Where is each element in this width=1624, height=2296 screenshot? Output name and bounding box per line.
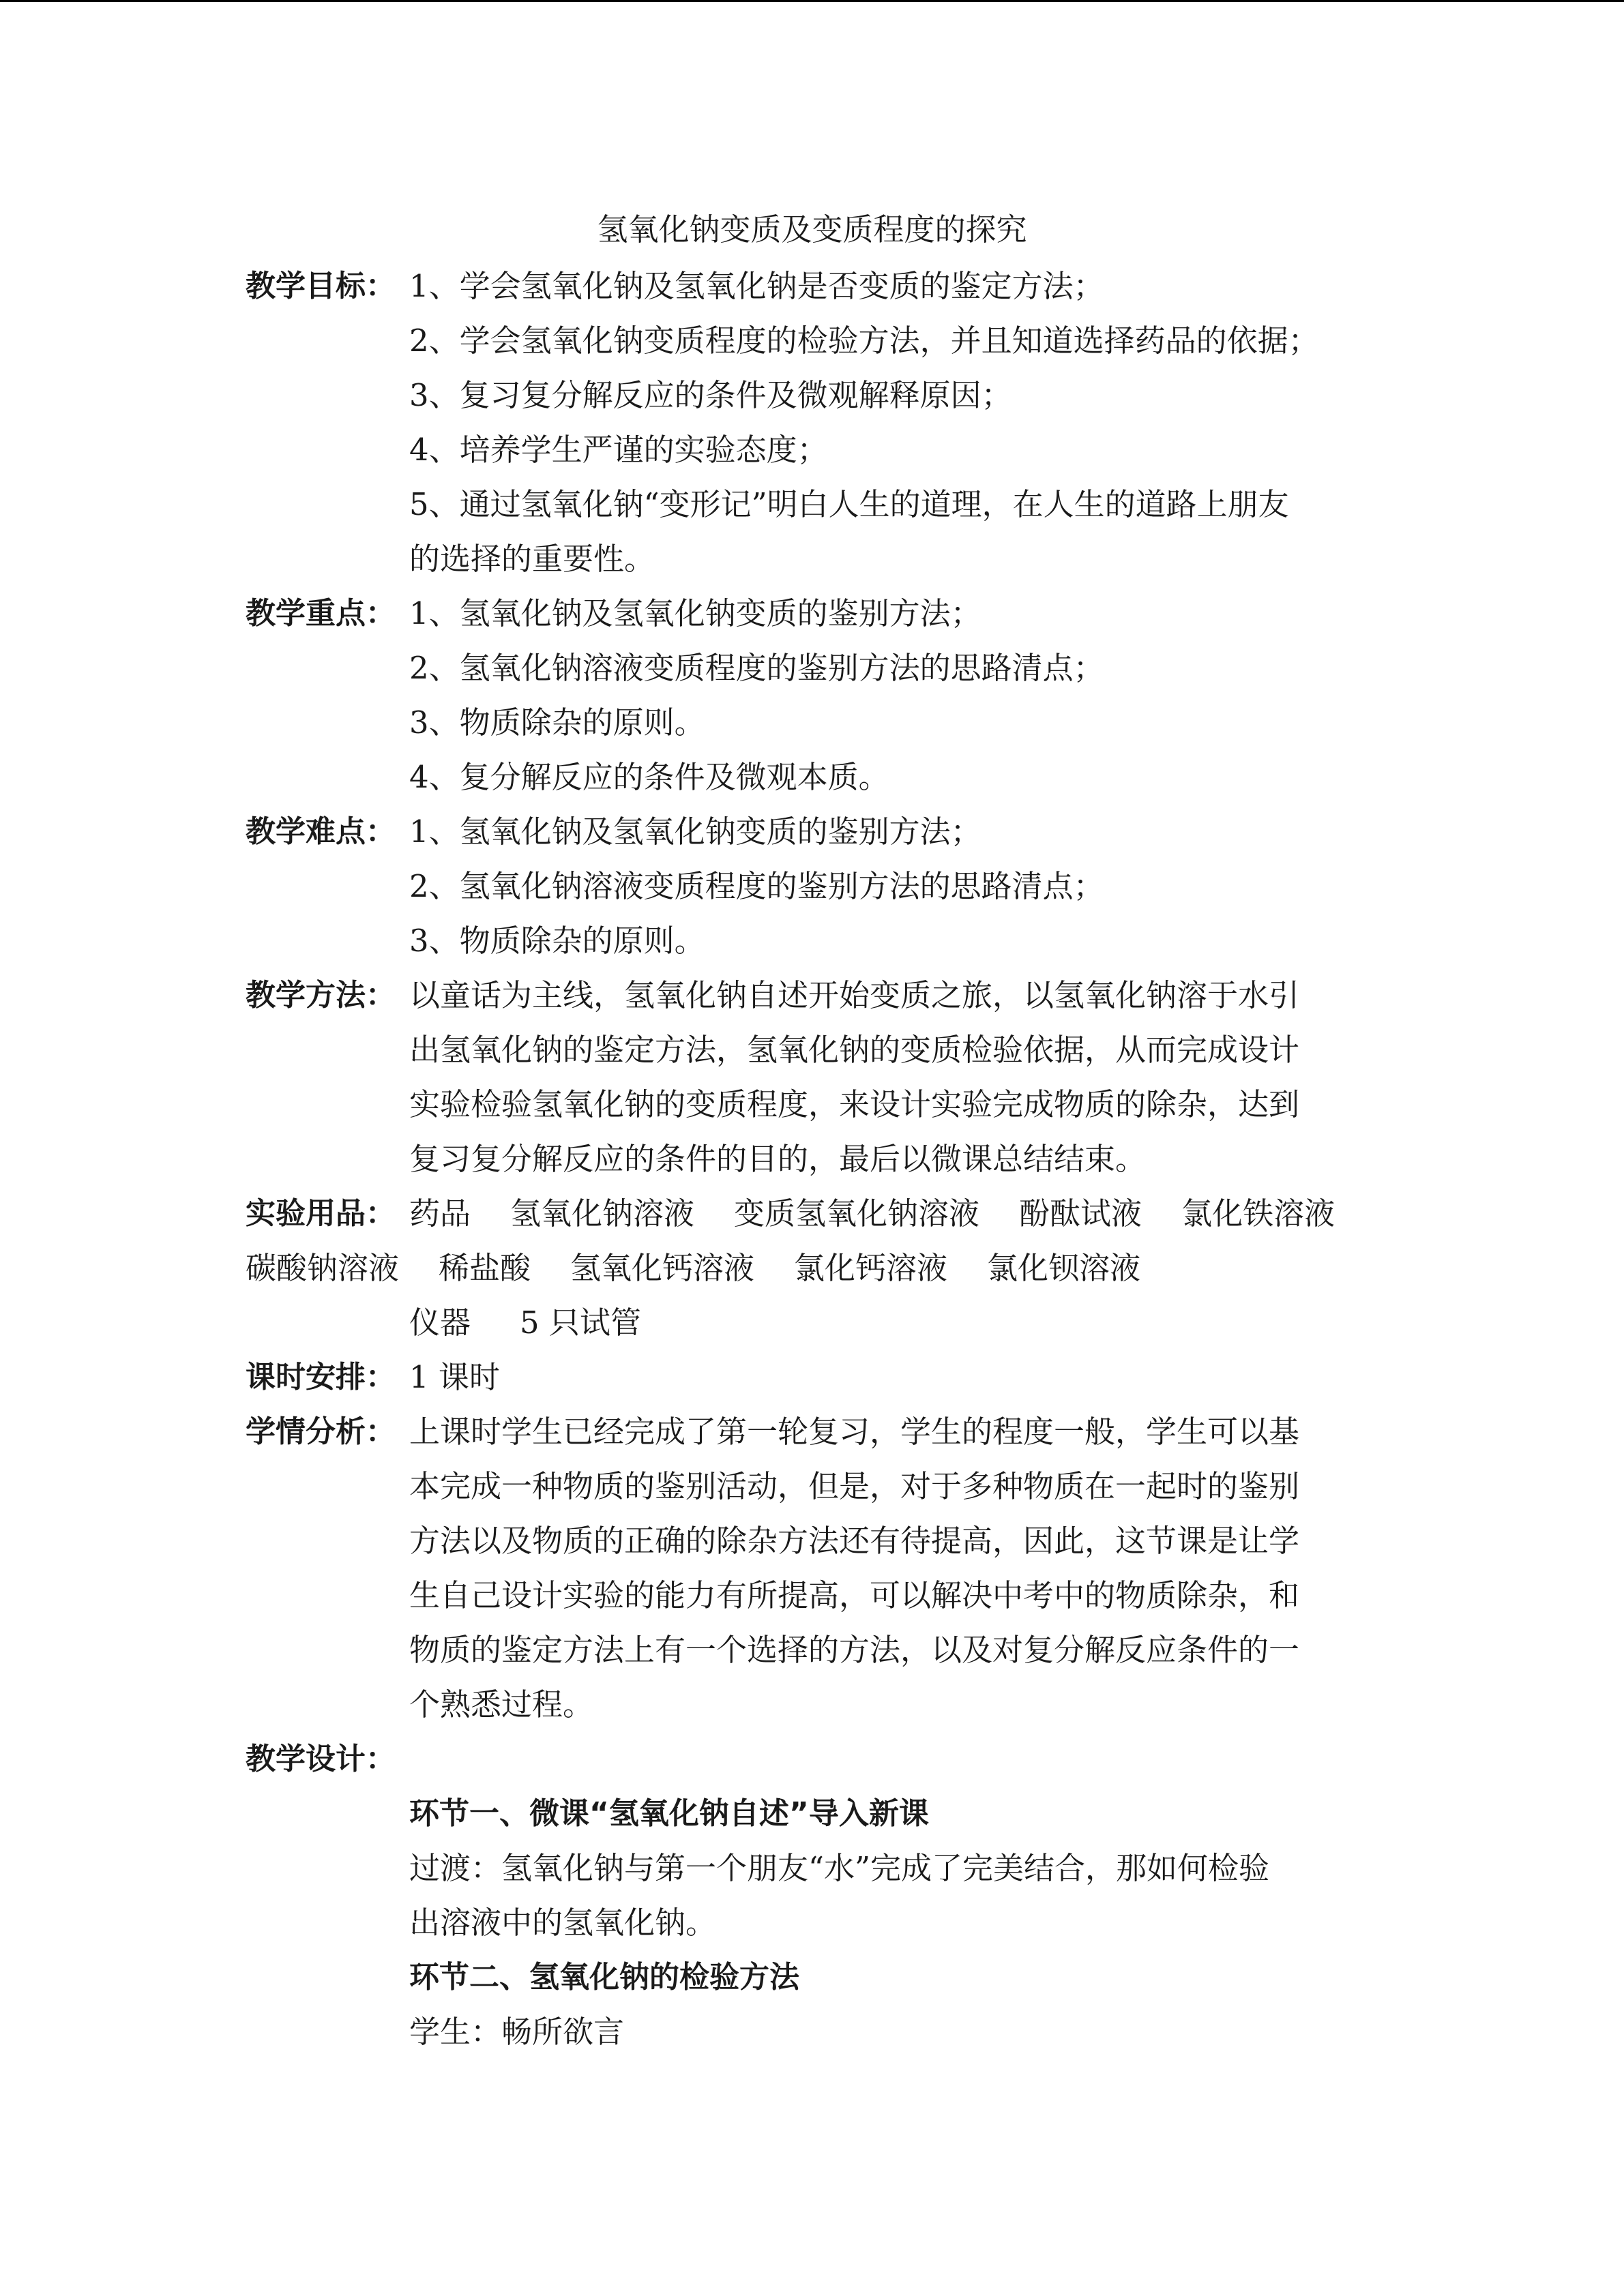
difficulty-line: 1、氢氧化钠及氢氧化钠变质的鉴别方法； bbox=[409, 814, 981, 850]
instrument-item: 5 只试管 bbox=[520, 1304, 641, 1341]
section-label: 教学重点： bbox=[246, 596, 396, 631]
reagent-item: 变质氢氧化钠溶液 bbox=[734, 1195, 980, 1232]
analysis-line: 本完成一种物质的鉴别活动，但是，对于多种物质在一起时的鉴别 bbox=[409, 1468, 1300, 1504]
section-label: 课时安排： bbox=[246, 1360, 396, 1395]
schedule-value: 1 课时 bbox=[409, 1359, 500, 1395]
analysis-line: 方法以及物质的正确的除杂方法还有待提高，因此，这节课是让学 bbox=[409, 1523, 1300, 1559]
goal-line: 的选择的重要性。 bbox=[409, 541, 655, 577]
step1-line: 过渡：氢氧化钠与第一个朋友“水”完成了完美结合，那如何检验 bbox=[409, 1850, 1270, 1886]
reagents-row bbox=[246, 1241, 1140, 1296]
reagent-item: 酚酞试液 bbox=[1019, 1195, 1142, 1232]
section-label: 教学目标： bbox=[246, 269, 396, 303]
method-line: 以童话为主线，氢氧化钠自述开始变质之旅，以氢氧化钠溶于水引 bbox=[409, 977, 1300, 1013]
goal-line: 5、通过氢氧化钠“变形记”明白人生的道理，在人生的道路上朋友 bbox=[409, 486, 1289, 522]
goal-line: 4、培养学生严谨的实验态度； bbox=[409, 432, 828, 468]
method-line: 实验检验氢氧化钠的变质程度，来设计实验完成物质的除杂，达到 bbox=[409, 1086, 1300, 1122]
reagent-item: 碳酸钠溶液 bbox=[246, 1250, 400, 1286]
difficulty-line: 2、氢氧化钠溶液变质程度的鉴别方法的思路清点； bbox=[409, 868, 1104, 904]
goal-line: 3、复习复分解反应的条件及微观解释原因； bbox=[409, 377, 1012, 413]
analysis-line: 个熟悉过程。 bbox=[409, 1686, 594, 1723]
reagent-item: 氯化铁溶液 bbox=[1181, 1195, 1335, 1232]
section-label: 学情分析： bbox=[246, 1414, 396, 1449]
section-label: 实验用品： bbox=[246, 1196, 396, 1231]
goal-line: 1、学会氢氧化钠及氢氧化钠是否变质的鉴定方法； bbox=[409, 268, 1104, 304]
section-label: 教学方法： bbox=[246, 978, 396, 1013]
section-label: 教学设计： bbox=[246, 1742, 396, 1776]
analysis-line: 生自己设计实验的能力有所提高，可以解决中考中的物质除杂，和 bbox=[409, 1577, 1300, 1613]
key-point-line: 2、氢氧化钠溶液变质程度的鉴别方法的思路清点； bbox=[409, 650, 1104, 686]
reagents-label: 药品 bbox=[409, 1195, 471, 1232]
reagent-item: 氯化钙溶液 bbox=[794, 1250, 948, 1286]
instruments-label: 仪器 bbox=[409, 1304, 471, 1341]
key-point-line: 1、氢氧化钠及氢氧化钠变质的鉴别方法； bbox=[409, 595, 981, 631]
reagent-item: 氯化钡溶液 bbox=[987, 1250, 1141, 1286]
method-line: 复习复分解反应的条件的目的，最后以微课总结结束。 bbox=[409, 1141, 1147, 1177]
step2-title: 环节二、氢氧化钠的检验方法 bbox=[409, 1960, 799, 1995]
method-line: 出氢氧化钠的鉴定方法，氢氧化钠的变质检验依据，从而完成设计 bbox=[409, 1032, 1300, 1068]
key-point-line: 4、复分解反应的条件及微观本质。 bbox=[409, 759, 889, 795]
reagent-item: 氢氧化钙溶液 bbox=[570, 1250, 755, 1286]
reagents-row bbox=[409, 1187, 1335, 1241]
analysis-line: 上课时学生已经完成了第一轮复习，学生的程度一般，学生可以基 bbox=[409, 1414, 1300, 1450]
step1-title: 环节一、微课“氢氧化钠自述”导入新课 bbox=[409, 1796, 929, 1831]
difficulty-line: 3、物质除杂的原则。 bbox=[409, 923, 705, 959]
section-label: 教学难点： bbox=[246, 814, 396, 849]
reagent-item: 氢氧化钠溶液 bbox=[510, 1195, 695, 1232]
goal-line: 2、学会氢氧化钠变质程度的检验方法，并且知道选择药品的依据； bbox=[409, 323, 1319, 359]
step2-line: 学生：畅所欲言 bbox=[409, 2014, 625, 2050]
step1-line: 出溶液中的氢氧化钠。 bbox=[409, 1905, 717, 1941]
page-top-border bbox=[0, 0, 1624, 2]
instruments-row bbox=[409, 1296, 641, 1350]
document-title: 氢氧化钠变质及变质程度的探究 bbox=[597, 211, 1027, 248]
key-point-line: 3、物质除杂的原则。 bbox=[409, 704, 705, 741]
analysis-line: 物质的鉴定方法上有一个选择的方法，以及对复分解反应条件的一 bbox=[409, 1632, 1300, 1668]
reagent-item: 稀盐酸 bbox=[439, 1250, 531, 1286]
